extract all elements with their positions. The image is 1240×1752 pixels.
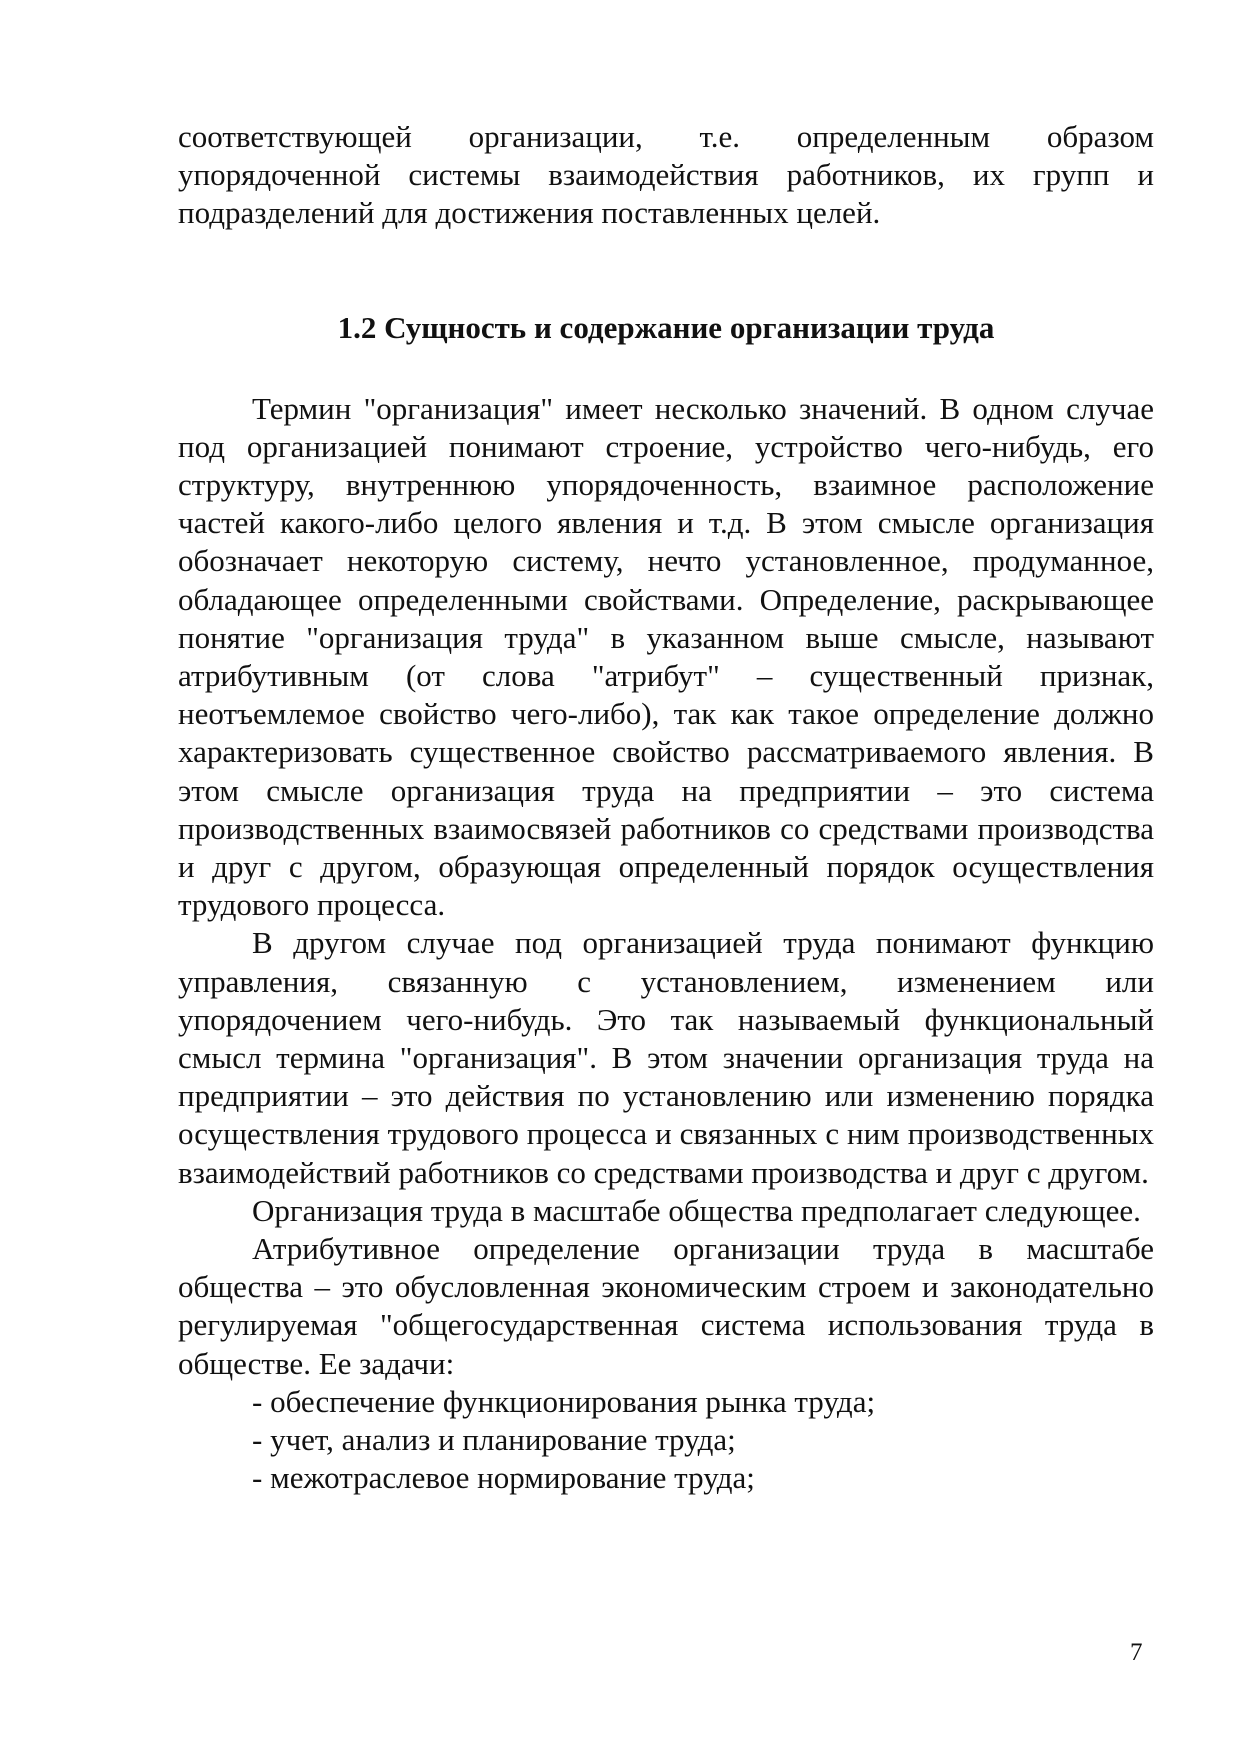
page-content [178, 118, 1154, 1498]
continuation-paragraph: соответствующей организации, т.е. определенным образом упорядоченной системы взаимодействия работников, их групп и подразделений для достижения поставленных целей. [178, 119, 1154, 231]
list-item: - учет, анализ и планирование труда; [252, 1422, 736, 1458]
paragraph-functional-meaning: В другом случае под организацией труда понимают функцию управления, связанную с установлением, изменением или упорядочением чего-нибудь. Это так называемый функциональный смысл термина "организация". В этом значении организация труда на предприятии – это действия по установлению или изменению порядка осуществления трудового процесса и связанных с ним производственных взаимодействий работников со средствами производства и друг с другом. [178, 925, 1154, 1190]
page-number: 7 [1130, 1639, 1143, 1666]
section-heading: 1.2 Сущность и содержание организации труда [337, 309, 995, 345]
paragraph-society-scale: Организация труда в масштабе общества предполагает следующее. [252, 1192, 1141, 1228]
paragraph-term-definition: Термин "организация" имеет несколько значений. В одном случае под организацией понимают строение, устройство чего-нибудь, его структуру, внутреннюю упорядоченность, взаимное расположение частей какого-либо целого явления и т.д. В этом смысле организация обозначает некоторую систему, нечто установленное, продуманное, обладающее определенными свойствами. Определение, раскрывающее понятие "организация труда" в указанном выше смысле, называют атрибутивным (от слова "атрибут" – существенный признак, неотъемлемое свойство чего-либо), так как такое определение должно характеризовать существенное свойство рассматриваемого явления. В этом смысле организация труда на предприятии – это система производственных взаимосвязей работников со средствами производства и друг с другом, образующая определенный порядок осуществления трудового процесса. [178, 390, 1154, 923]
task-list [178, 1383, 1154, 1498]
paragraph-attributive-definition: Атрибутивное определение организации труда в масштабе общества – это обусловленная экономическим строем и законодательно регулируемая "общегосударственная система использования труда в обществе. Ее задачи: [178, 1231, 1154, 1381]
list-item: - межотраслевое нормирование труда; [252, 1460, 755, 1496]
list-item: - обеспечение функционирования рынка труда; [252, 1383, 876, 1419]
